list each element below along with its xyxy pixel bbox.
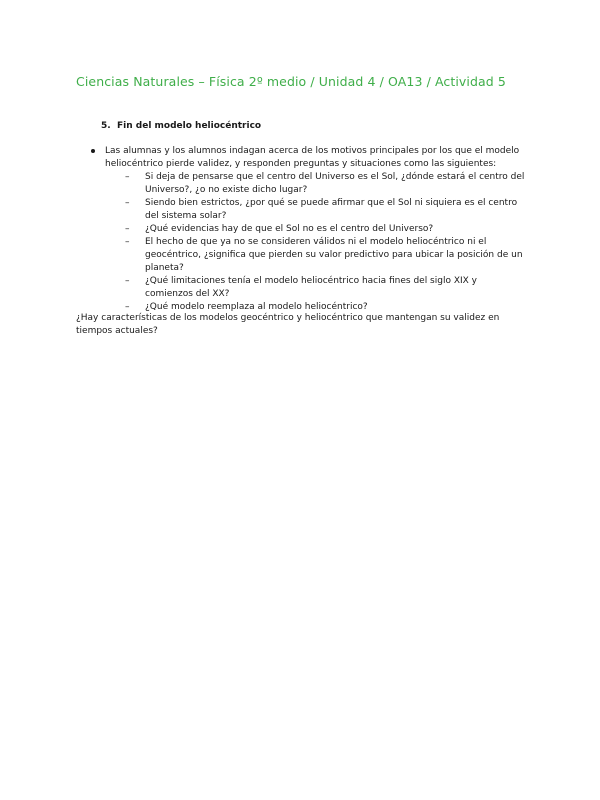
question-text: Si deja de pensarse que el centro del Universo es el Sol, ¿dónde estará el centro del Universo?, ¿o no existe dicho lugar? <box>145 172 525 195</box>
dash-icon: – <box>125 198 130 208</box>
dash-icon: – <box>125 302 130 312</box>
question-text: ¿Qué modelo reemplaza al modelo heliocéntrico? <box>145 302 368 312</box>
question-text: El hecho de que ya no se consideren válidos ni el modelo heliocéntrico ni el geocéntrico, ¿significa que pierden su valor predictivo para ubicar la posición de un planeta? <box>145 237 523 273</box>
bullet-intro-text: Las alumnas y los alumnos indagan acerca de los motivos principales por los que el modelo heliocéntrico pierde validez, y responden preguntas y situaciones como las siguientes: <box>105 146 520 169</box>
question-list <box>125 171 525 314</box>
bullet-row <box>89 145 525 314</box>
section-title: Fin del modelo heliocéntrico <box>117 121 262 131</box>
question-text: ¿Qué evidencias hay de que el Sol no es el centro del Universo? <box>145 224 434 234</box>
closing-question: ¿Hay características de los modelos geocéntrico y heliocéntrico que mantengan su validez en tiempos actuales? <box>76 313 500 336</box>
bullet-icon <box>89 145 105 314</box>
question-text: ¿Qué limitaciones tenía el modelo heliocéntrico hacia fines del siglo XIX y comienzos del XX? <box>145 276 477 299</box>
question-item <box>125 275 525 301</box>
question-text: Siendo bien estrictos, ¿por qué se puede afirmar que el Sol ni siquiera es el centro del sistema solar? <box>145 198 518 221</box>
question-item <box>125 223 525 236</box>
section-number: 5. <box>101 121 111 131</box>
question-item <box>125 171 525 197</box>
section-heading <box>101 121 261 131</box>
page-header: Ciencias Naturales – Física 2º medio / Unidad 4 / OA13 / Actividad 5 <box>76 74 506 89</box>
question-item <box>125 197 525 223</box>
activity-bullet <box>89 145 525 314</box>
bullet-content <box>105 145 525 314</box>
dash-icon: – <box>125 276 130 286</box>
question-item <box>125 236 525 275</box>
dash-icon: – <box>125 224 130 234</box>
dash-icon: – <box>125 237 130 247</box>
dash-icon: – <box>125 172 130 182</box>
